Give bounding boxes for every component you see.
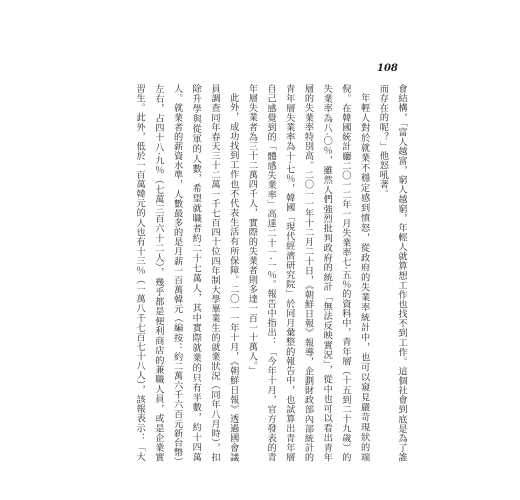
- page-number: 108: [377, 63, 398, 74]
- paragraph: 此外，成功找到工作也不代表生活有所保障。二〇一一年十月，《朝鮮日報》透過國會議員調查同年春天三十二萬一千七百四十位四年制大學畢業生的就業狀況（同年八月時），扣除升學與從軍的人數，希望就職者約二十七萬人，其中實際就業的只有半數，約十四萬人。就業者的薪資水準，人數最多的是月薪一百萬韓元（編按：約二萬六千六百元新台幣）左右，占四十八·九％（七萬三百六十二人），幾乎都是便利商店的兼職人員，或是企業實習生。此外，低於一百萬韓元的人也有十三％（一萬八千七百七十八人），該報表示：「大: [134, 84, 239, 462]
- body-text-vertical: [118, 84, 410, 462]
- paragraph: 年輕人對於就業不穩定感到憤怒，從政府的失業率統計中，也可以窺見嚴苛現狀的端倪。在韓國統計廳二〇一二年一月失業率七·五％的資料中，青年層（十五到二十九歲）的失業率為八·〇％，雖然人們強烈批判政府的統計「無法反映實況」，從中也可以看出青年層的失業率特別高。二〇一一年十二月二十日，《朝鮮日報》報導，企劃財政部內部統計的青年層失業率為十·七％，韓國「現代經濟研究院」於同月彙整的報告中，也試算出青年層自己感覺到的「體感失業率」高達二十一·一％。報告中指出：「今年十月，官方發表的青年層失業者為三十二萬四千人，實際的失業者則多達一百一十萬人。」: [246, 84, 370, 462]
- paragraph: 會結構，「富人越富，窮人越窮，年輕人就算想工作也找不到工作。這個社會到底是為了誰而存在的呢？」他怒吼著。: [377, 84, 407, 462]
